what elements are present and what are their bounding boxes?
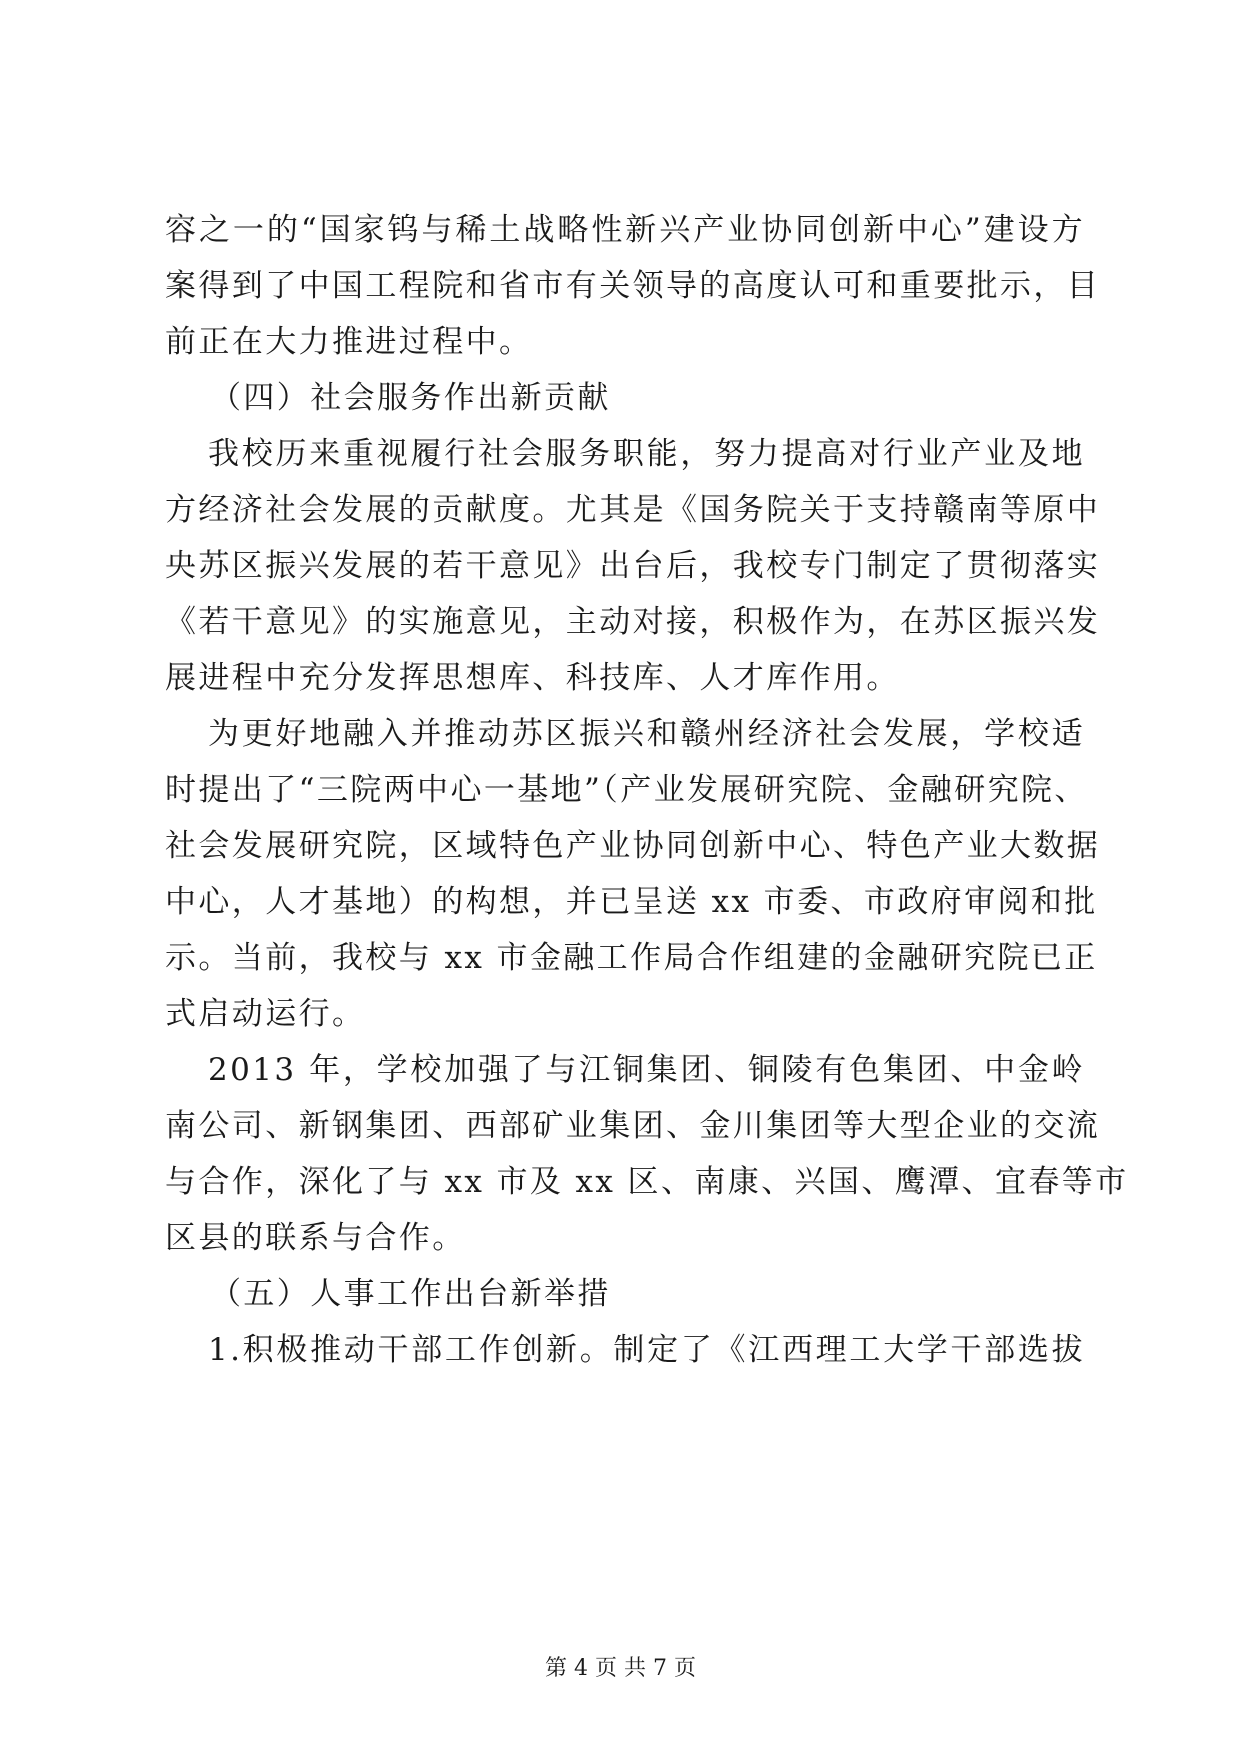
text-line: 为更好地融入并推动苏区振兴和赣州经济社会发展，学校适 [208, 716, 1085, 752]
text-line: 案得到了中国工程院和省市有关领导的高度认可和重要批示，目 [165, 268, 1101, 304]
text-line: 区县的联系与合作。 [165, 1220, 466, 1256]
text-line: 示。当前，我校与 xx 市金融工作局合作组建的金融研究院已正 [165, 940, 1098, 976]
text-line: 央苏区振兴发展的若干意见》出台后，我校专门制定了贯彻落实 [165, 548, 1101, 584]
text-line: 前正在大力推进过程中。 [165, 324, 533, 360]
text-line: 时提出了“三院两中心一基地”（产业发展研究院、金融研究院、 [165, 772, 1088, 808]
text-line: 我校历来重视履行社会服务职能，努力提高对行业产业及地 [208, 436, 1085, 472]
text-line: 《若干意见》的实施意见，主动对接，积极作为，在苏区振兴发 [165, 604, 1101, 640]
text-line: 容之一的“国家钨与稀土战略性新兴产业协同创新中心”建设方 [165, 212, 1085, 248]
text-line: 社会发展研究院，区域特色产业协同创新中心、特色产业大数据 [165, 828, 1101, 864]
page-number-footer: 第 4 页 共 7 页 [545, 1656, 696, 1681]
section-heading: （四）社会服务作出新贡献 [210, 380, 611, 416]
text-line: 2013 年，学校加强了与江铜集团、铜陵有色集团、中金岭 [208, 1052, 1085, 1088]
section-heading: （五）人事工作出台新举措 [210, 1276, 611, 1312]
text-line: 中心，人才基地）的构想，并已呈送 xx 市委、市政府审阅和批 [165, 884, 1098, 920]
text-line: 方经济社会发展的贡献度。尤其是《国务院关于支持赣南等原中 [165, 492, 1101, 528]
text-line: 与合作，深化了与 xx 市及 xx 区、南康、兴国、鹰潭、宜春等市 [165, 1164, 1129, 1200]
text-line: 南公司、新钢集团、西部矿业集团、金川集团等大型企业的交流 [165, 1108, 1101, 1144]
text-line: 展进程中充分发挥思想库、科技库、人才库作用。 [165, 660, 900, 696]
text-line: 1.积极推动干部工作创新。制定了《江西理工大学干部选拔 [208, 1332, 1085, 1368]
text-line: 式启动运行。 [165, 996, 366, 1032]
